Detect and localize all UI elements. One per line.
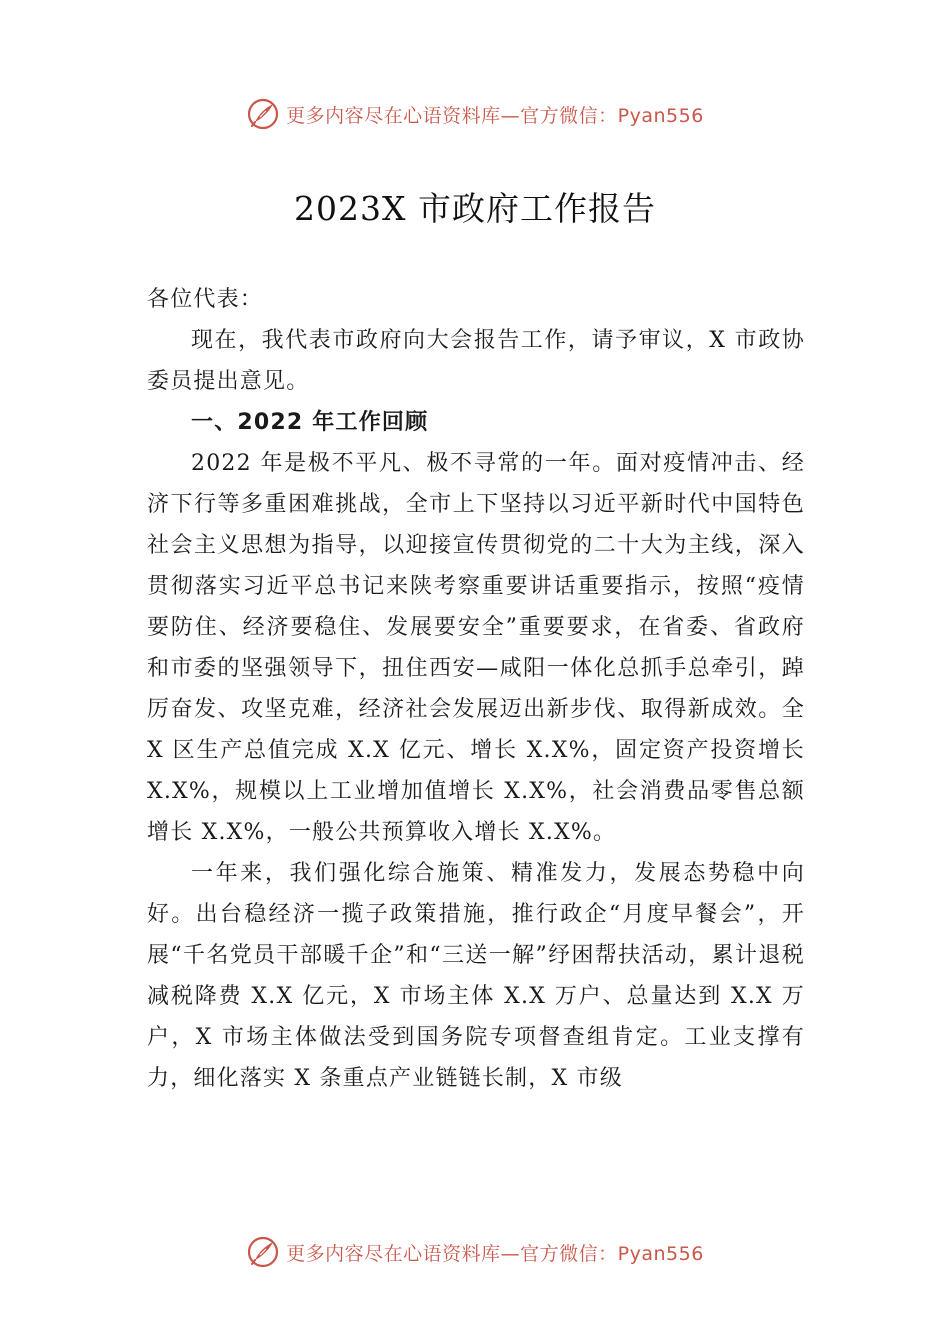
watermark-text: 更多内容尽在心语资料库—官方微信：Pyan556 xyxy=(286,1242,704,1265)
paragraph-measures: 一年来，我们强化综合施策、精准发力，发展态势稳中向好。出台稳经济一揽子政策措施，推行政企“月度早餐会”，开展“千名党员干部暖千企”和“三送一解”纾困帮扶活动，累计退税减税降费 X.X 亿元，X 市场主体 X.X 万户、总量达到 X.X 万户，X 市场主体做法受到国务院专项督查组肯定。工业支撑有力，细化落实 X 条重点产业链链长制，X 市级 xyxy=(147,861,805,1091)
watermark-contact: Pyan556 xyxy=(617,1242,704,1265)
quill-pen-logo-icon xyxy=(246,1235,280,1269)
watermark-text: 更多内容尽在心语资料库—官方微信：Pyan556 xyxy=(286,104,704,127)
document-title: 2023X 市政府工作报告 xyxy=(294,189,656,228)
paragraph-review: 2022 年是极不平凡、极不寻常的一年。面对疫情冲击、经济下行等多重困难挑战，全市上下坚持以习近平新时代中国特色社会主义思想为指导，以迎接宣传贯彻党的二十大为主线，深入贯彻落实习近平总书记来陕考察重要讲话重要指示，按照“疫情要防住、经济要稳住、发展要安全”重要要求，在省委、省政府和市委的坚强领导下，扭住西安—咸阳一体化总抓手总牵引，踔厉奋发、攻坚克难，经济社会发展迈出新步伐、取得新成效。全 X 区生产总值完成 X.X 亿元、增长 X.X%，固定资产投资增长 X.X%，规模以上工业增加值增长 X.X%，社会消费品零售总额增长 X.X%，一般公共预算收入增长 X.X%。 xyxy=(147,451,805,845)
watermark-header xyxy=(0,94,950,134)
watermark-contact: Pyan556 xyxy=(617,104,704,127)
watermark-footer xyxy=(0,1232,950,1272)
intro-paragraph: 现在，我代表市政府向大会报告工作，请予审议，X 市政协委员提出意见。 xyxy=(147,328,805,394)
document-body xyxy=(147,279,805,1099)
salutation: 各位代表： xyxy=(147,287,264,312)
section-heading: 一、2022 年工作回顾 xyxy=(191,410,429,435)
quill-pen-logo-icon xyxy=(246,97,280,131)
